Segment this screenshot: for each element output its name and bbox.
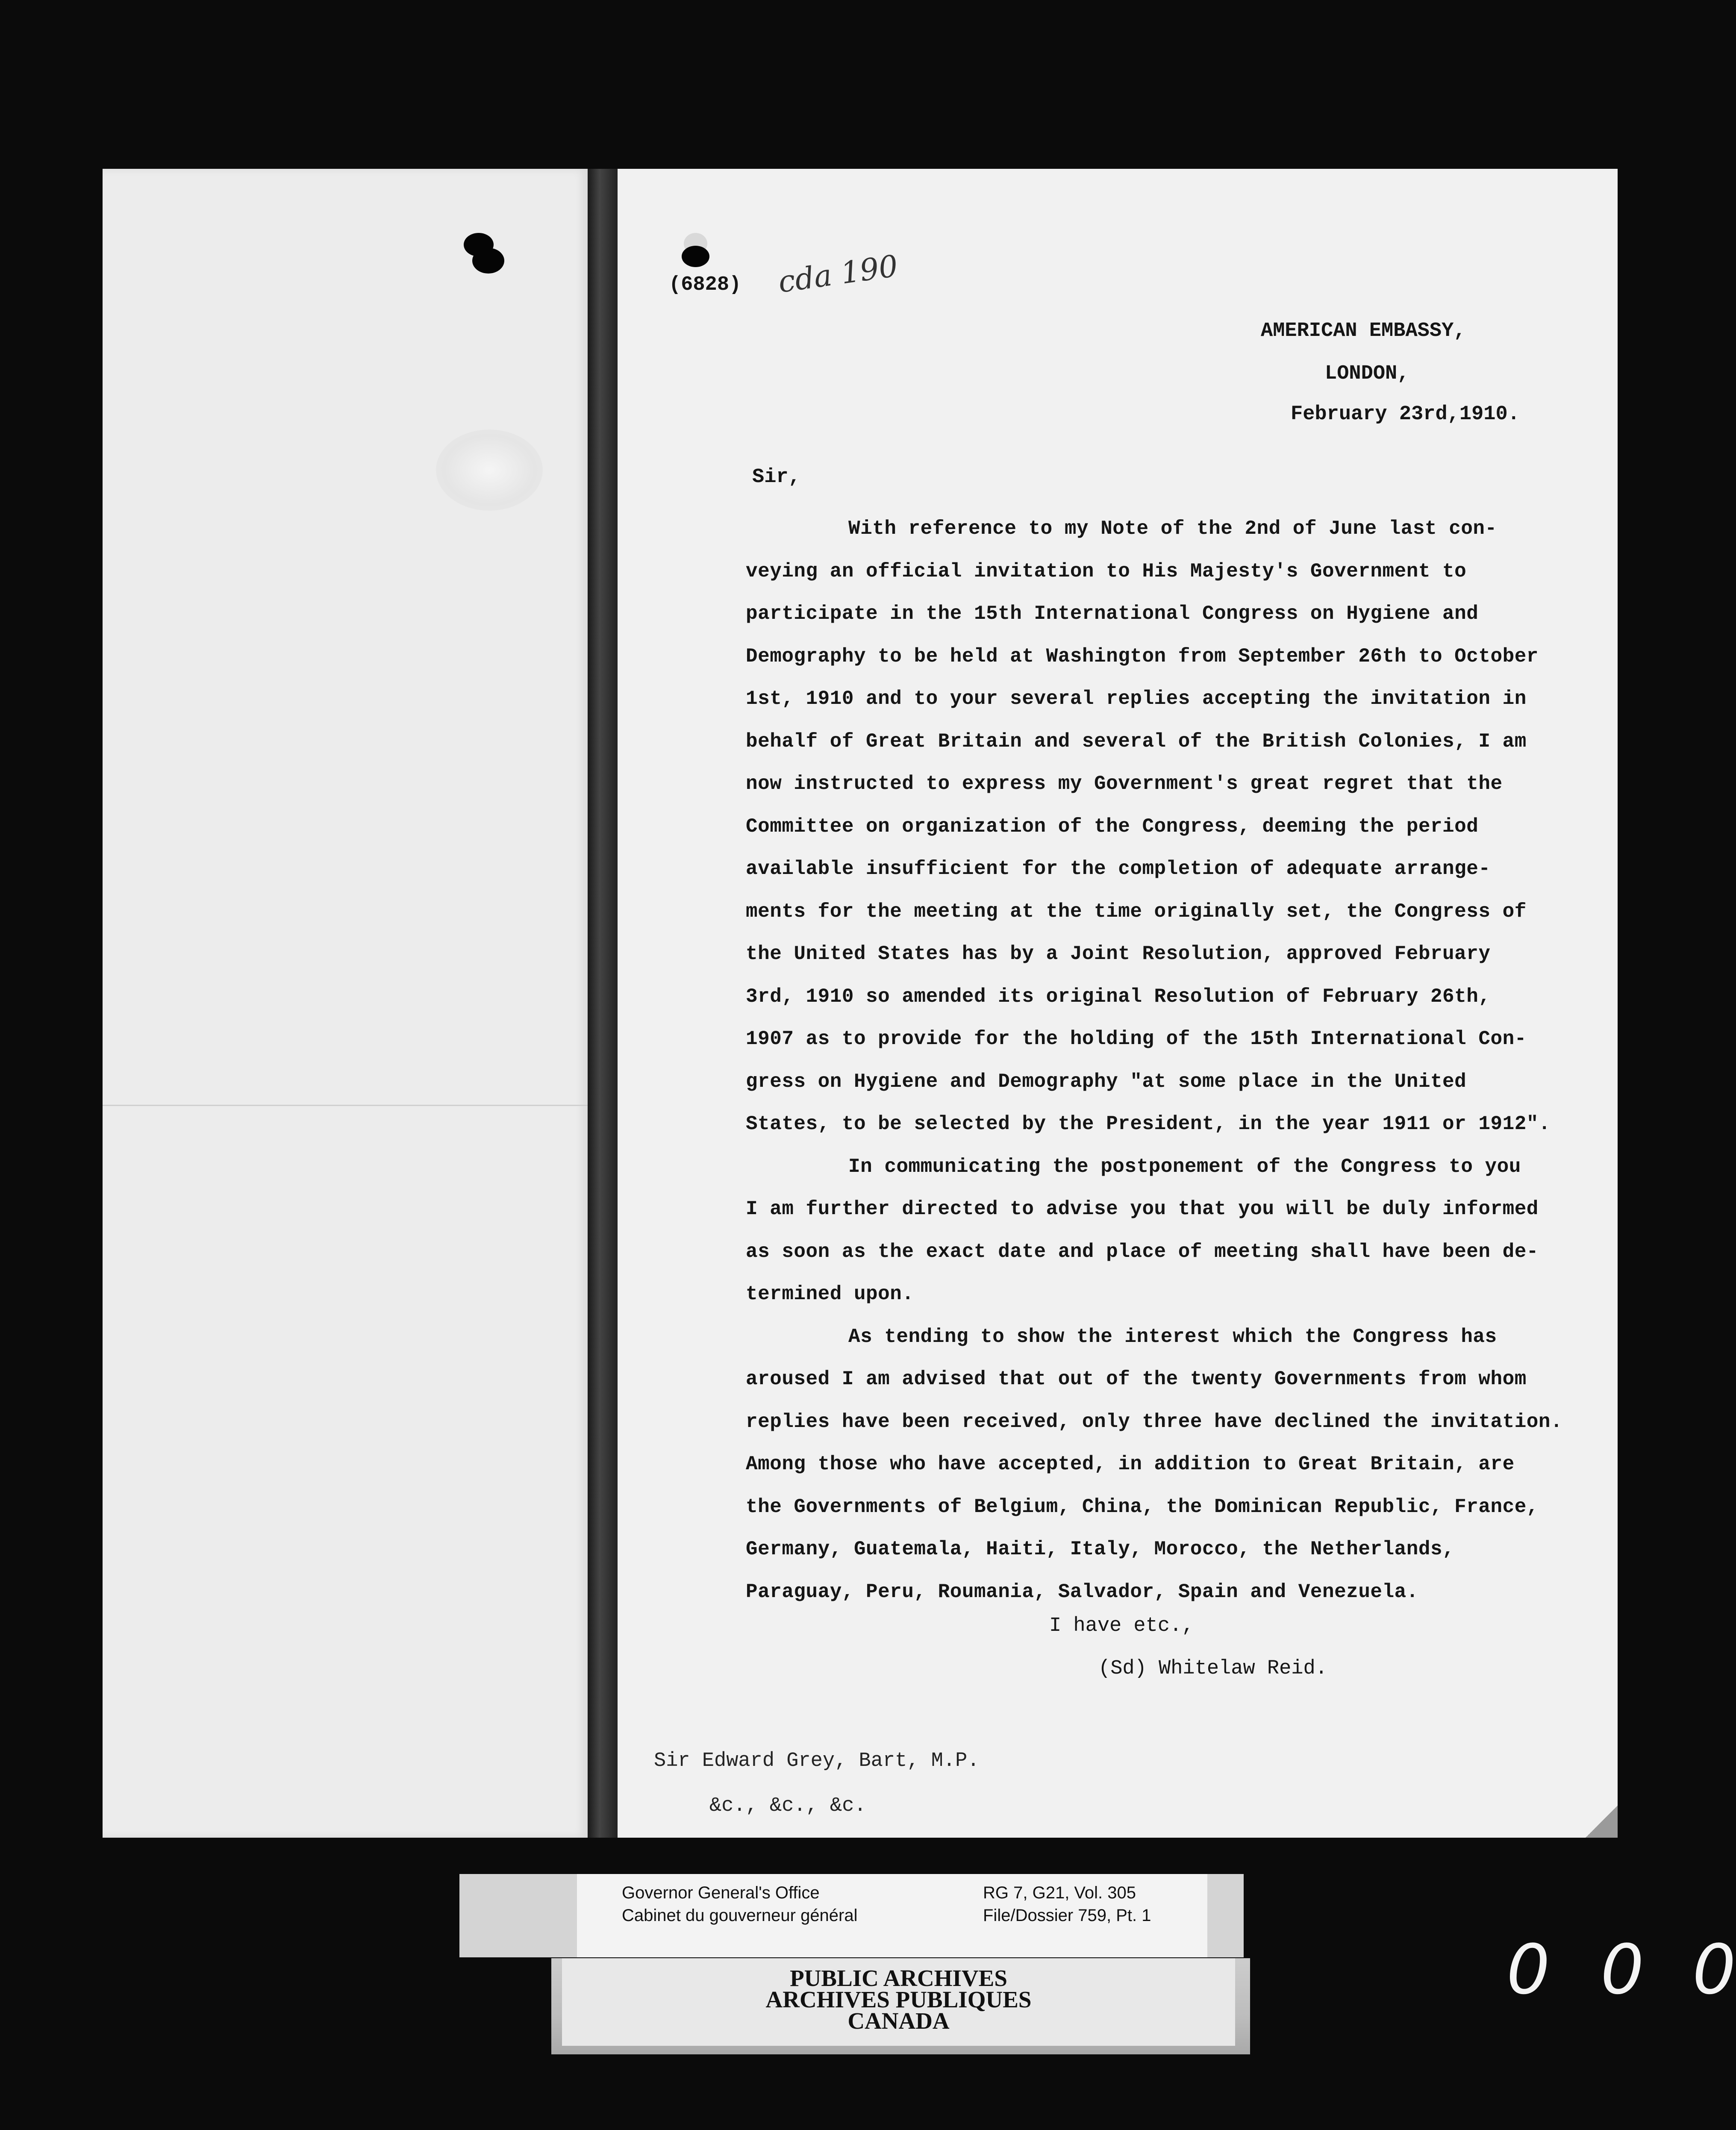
salutation: Sir, — [752, 466, 800, 488]
closing-block — [1049, 1605, 1327, 1690]
reference-number: (6828) — [669, 274, 741, 296]
record-group: RG 7, G21, Vol. 305 — [983, 1883, 1136, 1902]
embossed-seal — [436, 430, 543, 511]
letter-date: February 23rd,1910. — [1291, 403, 1520, 426]
body-line: aroused I am advised that out of the twenty Governments from whom — [746, 1368, 1527, 1390]
sender-line: LONDON, — [1325, 362, 1409, 385]
office-name-fr: Cabinet du gouverneur général — [622, 1906, 858, 1925]
body-line: 1st, 1910 and to your several replies accepting the invitation in — [746, 688, 1527, 710]
body-line: 3rd, 1910 so amended its original Resolution of February 26th, — [746, 985, 1491, 1008]
sender-address — [1261, 310, 1520, 436]
body-line: Committee on organization of the Congress, deeming the period — [746, 815, 1479, 838]
signature: (Sd) Whitelaw Reid. — [1098, 1657, 1327, 1680]
office-name-en: Governor General's Office — [622, 1883, 820, 1902]
recipient-block — [654, 1739, 980, 1828]
frame-number-digit: 0 — [1601, 1930, 1644, 2009]
archive-reference-label — [459, 1874, 1244, 1957]
body-line: ments for the meeting at the time originally set, the Congress of — [746, 900, 1527, 923]
label-card — [577, 1874, 1207, 1957]
body-line: States, to be selected by the President, in the year 1911 or 1912". — [746, 1113, 1551, 1135]
frame-number-digit: 0 — [1692, 1930, 1736, 2009]
stamp-line: CANADA — [847, 2008, 950, 2034]
stamp-line: PUBLIC ARCHIVES — [790, 1965, 1007, 1991]
body-line: participate in the 15th International Congress on Hygiene and — [746, 603, 1479, 625]
page-gutter — [588, 169, 618, 1838]
body-line: gress on Hygiene and Demography "at some place in the United — [746, 1070, 1467, 1093]
stamp-line: ARCHIVES PUBLIQUES — [765, 1986, 1032, 2012]
body-line: Demography to be held at Washington from September 26th to October — [746, 645, 1539, 668]
recipient-address: &c., &c., &c. — [709, 1795, 866, 1817]
body-line: replies have been received, only three have declined the invitation. — [746, 1410, 1563, 1433]
body-line: the United States has by a Joint Resolution, approved February — [746, 943, 1491, 965]
frame-number-digit: 0 — [1506, 1930, 1550, 2009]
body-line: now instructed to express my Government's great regret that the — [746, 773, 1503, 795]
body-line: I am further directed to advise you that you will be duly informed — [746, 1198, 1539, 1220]
punch-hole — [472, 248, 504, 274]
body-line: termined upon. — [746, 1283, 914, 1305]
handwritten-note: cda 190 — [776, 248, 900, 300]
left-page — [103, 169, 588, 1838]
body-line: veying an official invitation to His Majesty's Government to — [746, 560, 1467, 583]
file-number: File/Dossier 759, Pt. 1 — [983, 1906, 1151, 1925]
recipient-name: Sir Edward Grey, Bart, M.P. — [654, 1750, 980, 1772]
body-line: as soon as the exact date and place of meeting shall have been de- — [746, 1240, 1539, 1263]
page-corner-fold — [1586, 1806, 1618, 1838]
body-line: 1907 as to provide for the holding of the 15th International Con- — [746, 1028, 1527, 1050]
fold-line — [103, 1105, 588, 1106]
sender-line: AMERICAN EMBASSY, — [1261, 320, 1466, 342]
body-line: With reference to my Note of the 2nd of June last con- — [848, 518, 1497, 540]
body-line: As tending to show the interest which the Congress has — [848, 1325, 1497, 1348]
stamp-card — [562, 1958, 1235, 2046]
body-line: Among those who have accepted, in addition to Great Britain, are — [746, 1453, 1515, 1475]
body-line: In communicating the postponement of the Congress to you — [848, 1155, 1521, 1178]
archives-stamp — [551, 1958, 1250, 2054]
punch-hole — [682, 246, 709, 267]
body-line: the Governments of Belgium, China, the Dominican Republic, France, — [746, 1495, 1539, 1518]
body-line: behalf of Great Britain and several of the British Colonies, I am — [746, 730, 1527, 753]
body-line: available insufficient for the completion of adequate arrange- — [746, 858, 1491, 880]
closing: I have etc., — [1049, 1615, 1194, 1637]
body-line: Paraguay, Peru, Roumania, Salvador, Spain and Venezuela. — [746, 1580, 1418, 1603]
body-line: Germany, Guatemala, Haiti, Italy, Morocco, the Netherlands, — [746, 1538, 1455, 1560]
letter-body — [746, 508, 1562, 1613]
